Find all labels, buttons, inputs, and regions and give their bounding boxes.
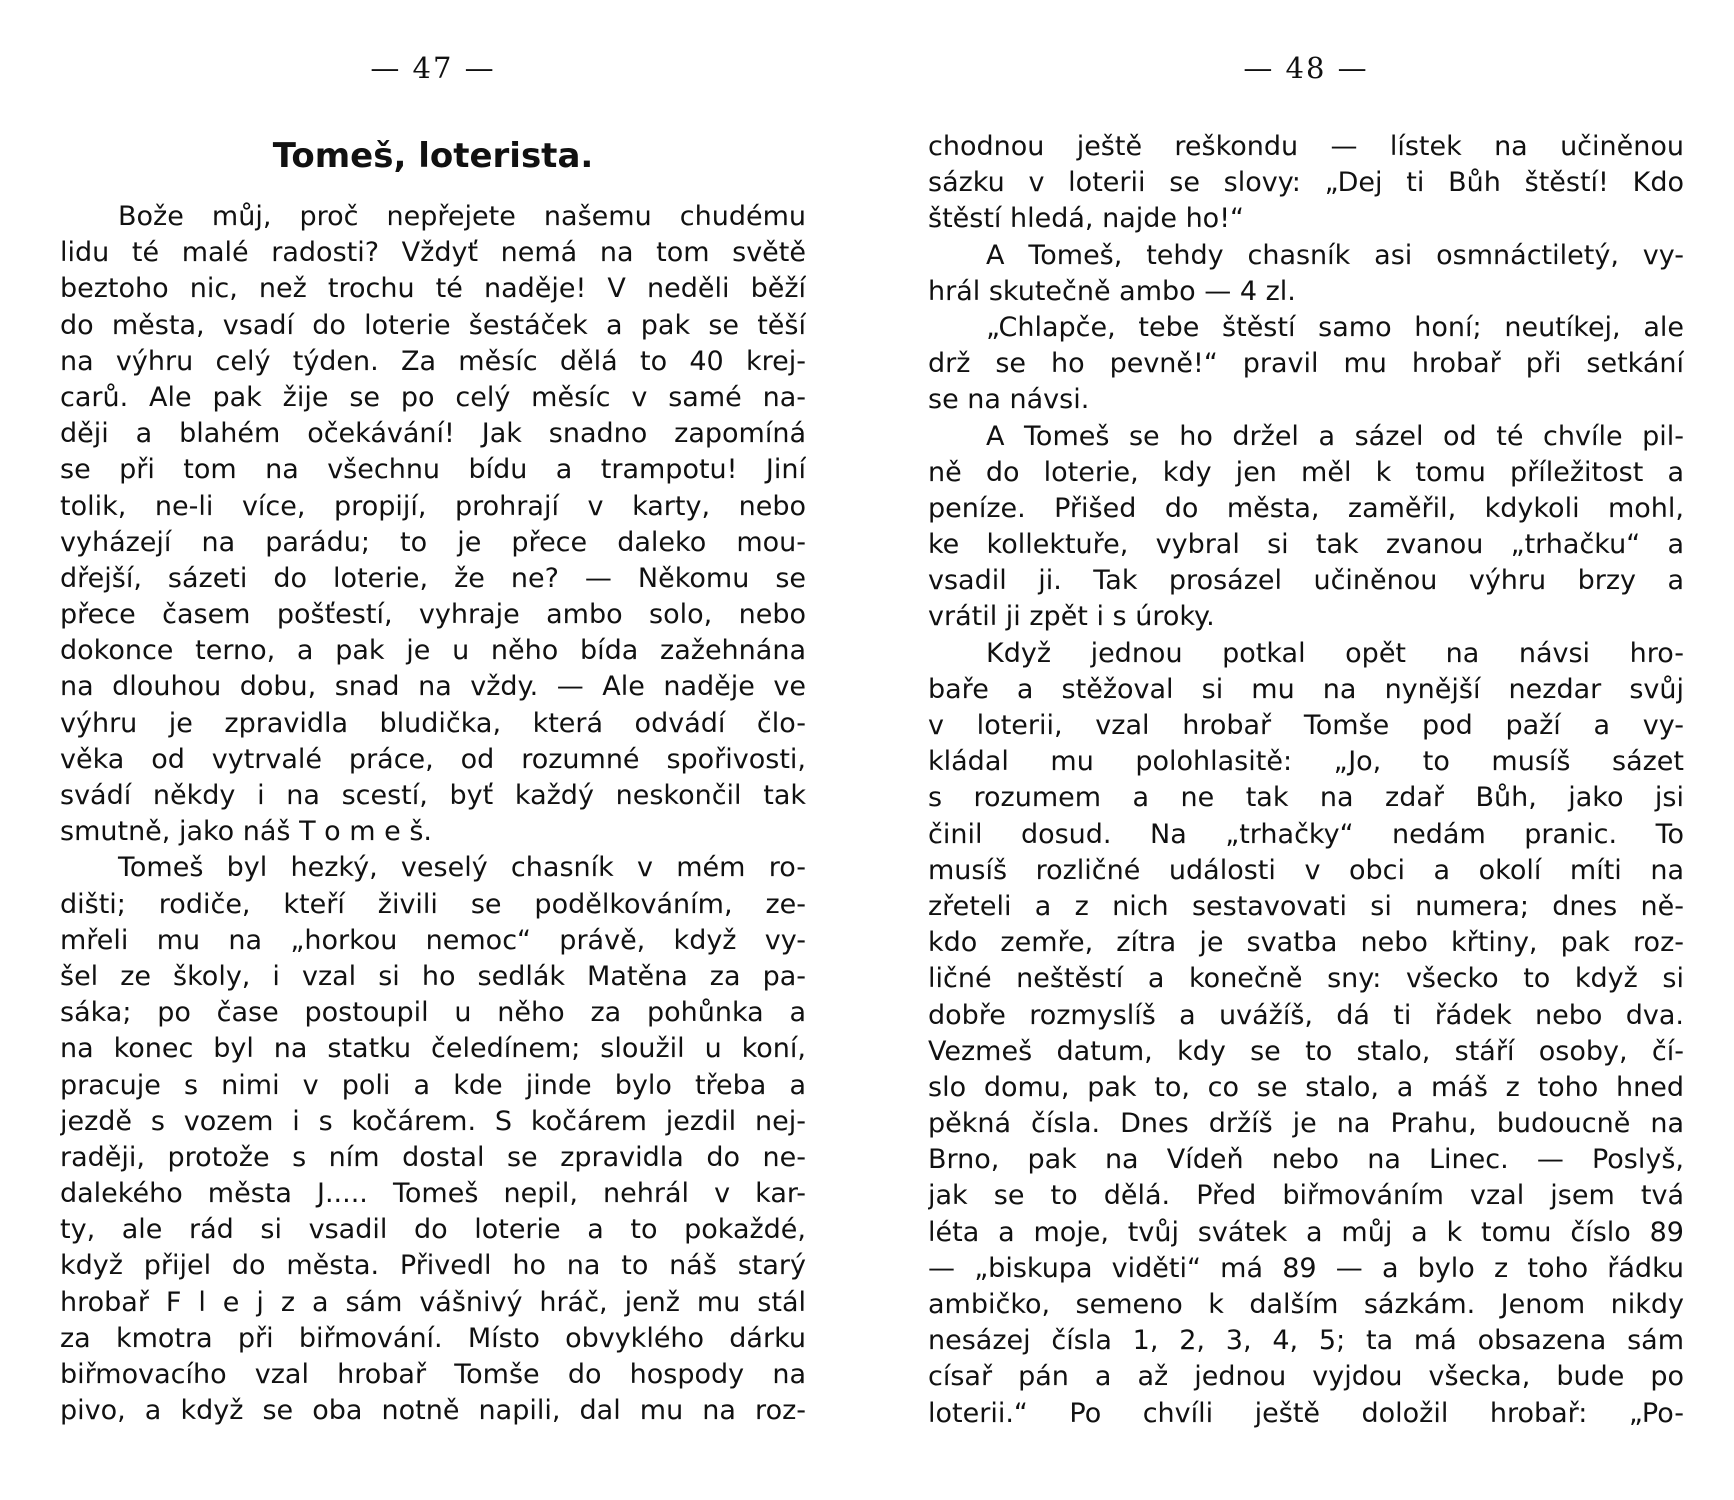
text-line: A Tomeš se ho držel a sázel od té chvíle pil- — [986, 420, 1684, 452]
text-line: drž se ho pevně!“ pravil mu hrobař při setkání — [928, 348, 1684, 380]
text-line: pěkná čísla. Dnes držíš je na Prahu, budoucně na — [928, 1108, 1684, 1140]
text-line: dalekého města J..... Tomeš nepil, nehrál v kar- — [60, 1178, 806, 1210]
text-line: raději, protože s ním dostal se zpravidla do ne- — [60, 1141, 806, 1173]
left-page-text — [60, 199, 806, 1429]
text-line: vyházejí na parádu; to je přece daleko mou- — [60, 526, 806, 558]
text-line: musíš rozličné události v obci a okolí míti na — [928, 854, 1684, 886]
text-line: „Chlapče, tebe štěstí samo honí; neutíkej, ale — [986, 311, 1684, 343]
text-line: s rozumem a ne tak na zdař Bůh, jako jsi — [928, 782, 1684, 814]
text-line: tolik, ne-li více, propijí, prohrají v karty, nebo — [60, 490, 806, 522]
text-line: dobře rozmyslíš a uvážíš, dá ti řádek nebo dva. — [928, 999, 1684, 1031]
text-line: lidu té malé radosti? Vždyť nemá na tom světě — [60, 237, 806, 269]
text-line: Bože můj, proč nepřejete našemu chudému — [118, 201, 806, 232]
text-line: ději a blahém očekávání! Jak snadno zapomíná — [60, 418, 806, 450]
text-line: léta a moje, tvůj svátek a můj a k tomu číslo 89 — [928, 1216, 1684, 1248]
text-line: loterii.“ Po chvíli ještě doložil hrobař: „Po- — [928, 1397, 1684, 1429]
right-page — [928, 0, 1684, 1500]
text-line: v loterii, vzal hrobař Tomše pod paží a vy- — [928, 710, 1684, 741]
text-line: císař pán a až jednou vyjdou všecka, bude po — [928, 1361, 1684, 1393]
page-number-left: — 47 — — [370, 51, 496, 85]
text-line: biřmovacího vzal hrobař Tomše do hospody na — [60, 1359, 806, 1390]
text-line: se na návsi. — [928, 384, 1090, 416]
text-line: Když jednou potkal opět na návsi hro- — [986, 637, 1684, 669]
text-line: za kmotra při biřmování. Místo obvyklého dárku — [60, 1322, 806, 1354]
text-line: když přijel do města. Přivedl ho na to náš starý — [60, 1250, 806, 1282]
text-line: — „biskupa viděti“ má 89 — a bylo z toho řádku — [928, 1252, 1684, 1284]
text-line: carů. Ale pak žije se po celý měsíc v samé na- — [60, 381, 806, 413]
text-line: peníze. Přišed do města, zaměřil, kdykoli mohl, — [928, 492, 1684, 524]
text-line: vrátil ji zpět i s úroky. — [928, 601, 1215, 633]
left-page — [60, 0, 806, 1500]
text-line: kdo zemře, zítra je svatba nebo křtiny, pak roz- — [928, 927, 1684, 959]
text-line: dřejší, sázeti do loterie, že ne? — Někomu se — [60, 562, 806, 594]
chapter-title: Tomeš, loterista. — [272, 136, 594, 176]
text-line: Vezmeš datum, kdy se to stalo, stáří osoby, čí- — [928, 1035, 1684, 1067]
text-line: dišti; rodiče, kteří živili se podělkováním, ze- — [60, 888, 806, 920]
text-line: Tomeš byl hezký, veselý chasník v mém ro- — [118, 852, 806, 884]
text-line: činil dosud. Na „trhačky“ nedám pranic. To — [928, 818, 1684, 850]
text-line: jezdě s vozem i s kočárem. S kočárem jezdil nej- — [60, 1105, 806, 1137]
text-line: ličné neštěstí a konečně sny: všecko to když si — [928, 963, 1684, 995]
text-line: ty, ale rád si vsadil do loterie a to pokaždé, — [60, 1214, 806, 1246]
text-line: hrál skutečně ambo — 4 zl. — [928, 275, 1296, 307]
text-line: výhru je zpravidla bludička, která odvádí člo- — [60, 707, 806, 739]
text-line: ke kollektuře, vybral si tak zvanou „trhačku“ a — [928, 529, 1684, 561]
text-line: vsadil ji. Tak prosázel učiněnou výhru brzy a — [928, 565, 1684, 597]
text-line: baře a stěžoval si mu na nynější nezdar svůj — [928, 673, 1684, 705]
text-line: chodnou ještě reškondu — lístek na učiněnou — [928, 131, 1684, 162]
text-line: sáka; po čase postoupil u něho za pohůnka a — [60, 997, 806, 1029]
page-number-right: — 48 — — [1243, 51, 1369, 85]
text-line: sázku v loterii se slovy: „Dej ti Bůh štěstí! Kdo — [928, 167, 1684, 199]
text-line: štěstí hledá, najde ho!“ — [928, 203, 1245, 235]
text-line: se při tom na všechnu bídu a trampotu! Jiní — [60, 454, 806, 486]
text-line: do města, vsadí do loterie šestáček a pak se těší — [60, 309, 806, 341]
text-line: mřeli mu na „horkou nemoc“ právě, když vy- — [60, 924, 806, 956]
text-line: pivo, a když se oba notně napili, dal mu na roz- — [60, 1395, 806, 1427]
text-line: nesázej čísla 1, 2, 3, 4, 5; ta má obsazena sám — [928, 1325, 1684, 1357]
text-line: pracuje s nimi v poli a kde jinde bylo třeba a — [60, 1069, 806, 1101]
text-line: věka od vytrvalé práce, od rozumné spořivosti, — [60, 743, 806, 775]
text-line: slo domu, pak to, co se stalo, a máš z toho hned — [928, 1071, 1684, 1103]
text-line: zřeteli a z nich sestavovati si numera; dnes ně- — [928, 890, 1684, 922]
text-line: jak se to dělá. Před biřmováním vzal jsem tvá — [928, 1180, 1684, 1212]
text-line: smutně, jako náš T o m e š. — [60, 816, 432, 848]
text-line: ně do loterie, kdy jen měl k tomu příležitost a — [928, 456, 1684, 488]
text-line: hrobař F l e j z a sám vášnivý hráč, jenž mu stál — [60, 1286, 806, 1318]
text-line: na výhru celý týden. Za měsíc dělá to 40 krej- — [60, 345, 806, 377]
right-page-text — [928, 129, 1684, 1432]
text-line: kládal mu polohlasitě: „Jo, to musíš sázet — [928, 746, 1684, 778]
text-line: na dlouhou dobu, snad na vždy. — Ale naděje ve — [60, 671, 806, 703]
text-line: A Tomeš, tehdy chasník asi osmnáctiletý, vy- — [986, 239, 1684, 271]
text-line: na konec byl na statku čeledínem; sloužil u koní, — [60, 1033, 806, 1065]
text-line: přece časem pošťestí, vyhraje ambo solo, nebo — [60, 599, 806, 631]
text-line: Brno, pak na Vídeň nebo na Linec. — Poslyš, — [928, 1144, 1684, 1176]
text-line: šel ze školy, i vzal si ho sedlák Matěna za pa- — [60, 960, 806, 992]
text-line: svádí někdy i na scestí, byť každý neskončil tak — [60, 780, 806, 811]
text-line: beztoho nic, než trochu té naděje! V neděli běží — [60, 273, 806, 305]
text-line: dokonce terno, a pak je u něho bída zažehnána — [60, 635, 806, 667]
text-line: ambičko, semeno k dalším sázkám. Jenom nikdy — [928, 1289, 1684, 1320]
